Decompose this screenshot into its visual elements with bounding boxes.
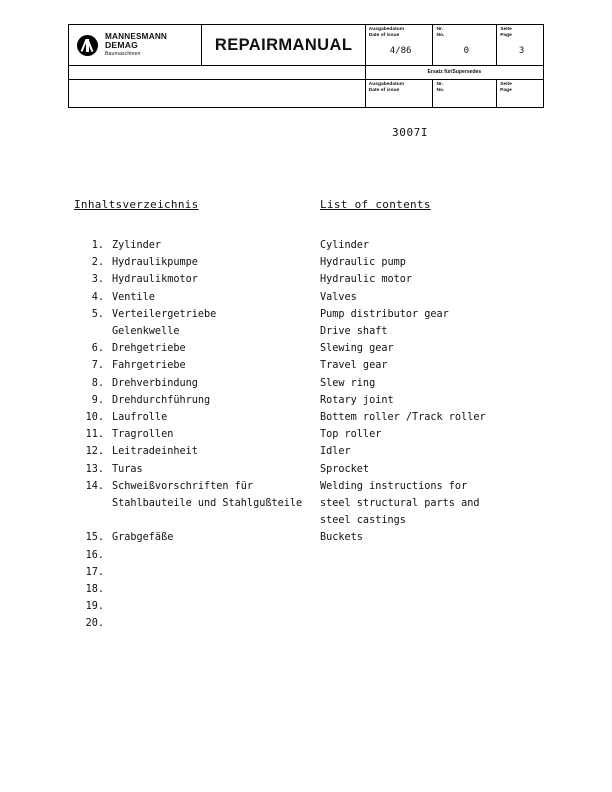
page-title: REPAIRMANUAL (214, 35, 353, 54)
supersedes-issue-date-cell (366, 80, 434, 107)
supersedes-number-cell (433, 80, 497, 107)
number-label-de: Nr. (436, 27, 443, 32)
list-item (74, 615, 314, 632)
item-label: Drehdurchführung (112, 394, 211, 406)
page-cell (497, 25, 543, 65)
header-row-primary (69, 25, 543, 65)
item-label: Drehgetriebe (112, 343, 186, 355)
list-item (74, 443, 314, 460)
item-label: Laufrolle (112, 412, 168, 424)
item-number: 20. (85, 618, 104, 630)
item-label: Schweißvorschriften für (112, 480, 254, 492)
list-item-en: Sprocket (320, 463, 370, 475)
item-number: 18. (85, 584, 104, 596)
item-number: 5. (91, 308, 104, 320)
list-spacer (74, 512, 314, 529)
list-item-en-continuation: Drive shaft (320, 326, 388, 338)
contents-heading-en: List of contents (320, 198, 431, 211)
page-label-en: Page (500, 33, 512, 39)
number-value: 0 (463, 46, 470, 57)
item-label: Zylinder (112, 240, 162, 251)
item-number: 10. (85, 412, 104, 424)
item-number: 16. (85, 549, 104, 561)
item-number: 14. (85, 480, 104, 492)
item-label: Hydraulikmotor (112, 274, 198, 286)
item-label: Tragrollen (112, 429, 174, 441)
list-item-en: Cylinder (320, 240, 370, 251)
item-label: Leitradeinheit (112, 446, 198, 458)
supersedes-page-label-en: Page (500, 88, 512, 94)
item-label: Hydraulikpumpe (112, 257, 198, 269)
page-value: 3 (518, 46, 525, 57)
brand-line-1: MANNESMANN (105, 32, 168, 42)
list-item (74, 289, 314, 306)
issue-date-label-de: Ausgabedatum (368, 27, 405, 32)
supersedes-number-label-de: Nr. (436, 82, 443, 87)
item-number: 15. (85, 532, 104, 544)
supersedes-issue-label-en: Date of issue (368, 88, 400, 94)
item-number: 17. (85, 566, 104, 578)
list-item (74, 564, 314, 581)
list-item (74, 547, 314, 564)
contents-column-english (320, 198, 570, 547)
number-label-en: No. (436, 33, 445, 39)
header-row-supersedes (69, 65, 543, 79)
item-number: 1. (91, 240, 104, 251)
list-item-en-continuation: steel structural parts and (320, 498, 480, 510)
list-item (74, 392, 314, 409)
list-item (74, 581, 314, 598)
list-item-en: Pump distributor gear (320, 308, 449, 320)
list-item-continuation (74, 323, 314, 340)
list-item (74, 409, 314, 426)
number-cell (433, 25, 497, 65)
issue-date-cell (366, 25, 434, 65)
item-number: 12. (85, 446, 104, 458)
list-item (74, 340, 314, 357)
brand-line-2: DEMAG (105, 40, 138, 51)
issue-date-label-en: Date of issue (368, 33, 400, 39)
page-label-de: Seite (500, 27, 512, 32)
list-item-en: Rotary joint (320, 394, 394, 406)
list-item-en: Hydraulic motor (320, 274, 413, 286)
supersedes-page-cell (497, 80, 543, 107)
list-item-en: Slew ring (320, 377, 376, 389)
item-number: 2. (91, 257, 104, 269)
supersedes-page-label-de: Seite (500, 82, 512, 87)
issue-date-value: 4/86 (389, 46, 412, 57)
item-number: 3. (91, 274, 104, 286)
item-number: 9. (91, 394, 104, 406)
item-label: Fahrgetriebe (112, 360, 186, 372)
supersedes-values-spacer (69, 80, 366, 107)
list-item-en: Idler (320, 446, 351, 458)
document-number: 3007I (392, 126, 429, 139)
item-label: Grabgefäße (112, 532, 174, 544)
contents-column-german (74, 198, 314, 633)
item-number: 11. (85, 429, 104, 441)
list-item (74, 375, 314, 392)
supersedes-number-label-en: No. (436, 88, 445, 94)
list-item (74, 271, 314, 288)
item-label: Turas (112, 463, 143, 475)
supersedes-spacer (69, 66, 366, 79)
item-number: 19. (85, 601, 104, 613)
list-item (74, 237, 314, 254)
supersedes-issue-label-de: Ausgabedatum (368, 82, 405, 87)
list-item (74, 254, 314, 271)
supersedes-label: Ersatz für/Supersedes (427, 69, 482, 75)
list-item-en: Slewing gear (320, 343, 394, 355)
brand-logo-cell (69, 25, 202, 65)
list-item (74, 306, 314, 323)
item-number: 6. (91, 343, 104, 355)
brand-line-3: Baumaschinen (105, 51, 141, 57)
document-header-table (68, 24, 544, 108)
list-item-en: Travel gear (320, 360, 388, 372)
item-label-line2: Stahlbauteile und Stahlgußteile (112, 498, 303, 510)
list-item (74, 461, 314, 478)
list-item (74, 426, 314, 443)
item-number: 4. (91, 291, 104, 303)
item-label: Verteilergetriebe (112, 308, 217, 320)
item-label: Drehverbindung (112, 377, 198, 389)
list-item-continuation (74, 495, 314, 512)
list-item (74, 478, 314, 495)
item-number: 13. (85, 463, 104, 475)
list-item-en-continuation: steel castings (320, 515, 406, 527)
list-item-en: Hydraulic pump (320, 257, 406, 269)
document-title-cell (202, 25, 365, 65)
list-item-en: Buckets (320, 532, 363, 544)
list-item-en: Valves (320, 291, 357, 303)
header-row-supersedes-values (69, 79, 543, 107)
list-item-en: Top roller (320, 429, 382, 441)
item-label-line2: Gelenkwelle (112, 326, 180, 338)
item-label: Ventile (112, 291, 155, 303)
item-number: 8. (91, 377, 104, 389)
list-item-en: Bottem roller /Track roller (320, 412, 486, 424)
contents-heading-de: Inhaltsverzeichnis (74, 198, 199, 211)
list-item (74, 357, 314, 374)
list-item-en: Welding instructions for (320, 480, 468, 492)
brand-text (105, 32, 167, 58)
item-number: 7. (91, 360, 104, 372)
mannesmann-demag-logo-icon (77, 35, 98, 56)
list-item (74, 529, 314, 546)
list-item (74, 598, 314, 615)
